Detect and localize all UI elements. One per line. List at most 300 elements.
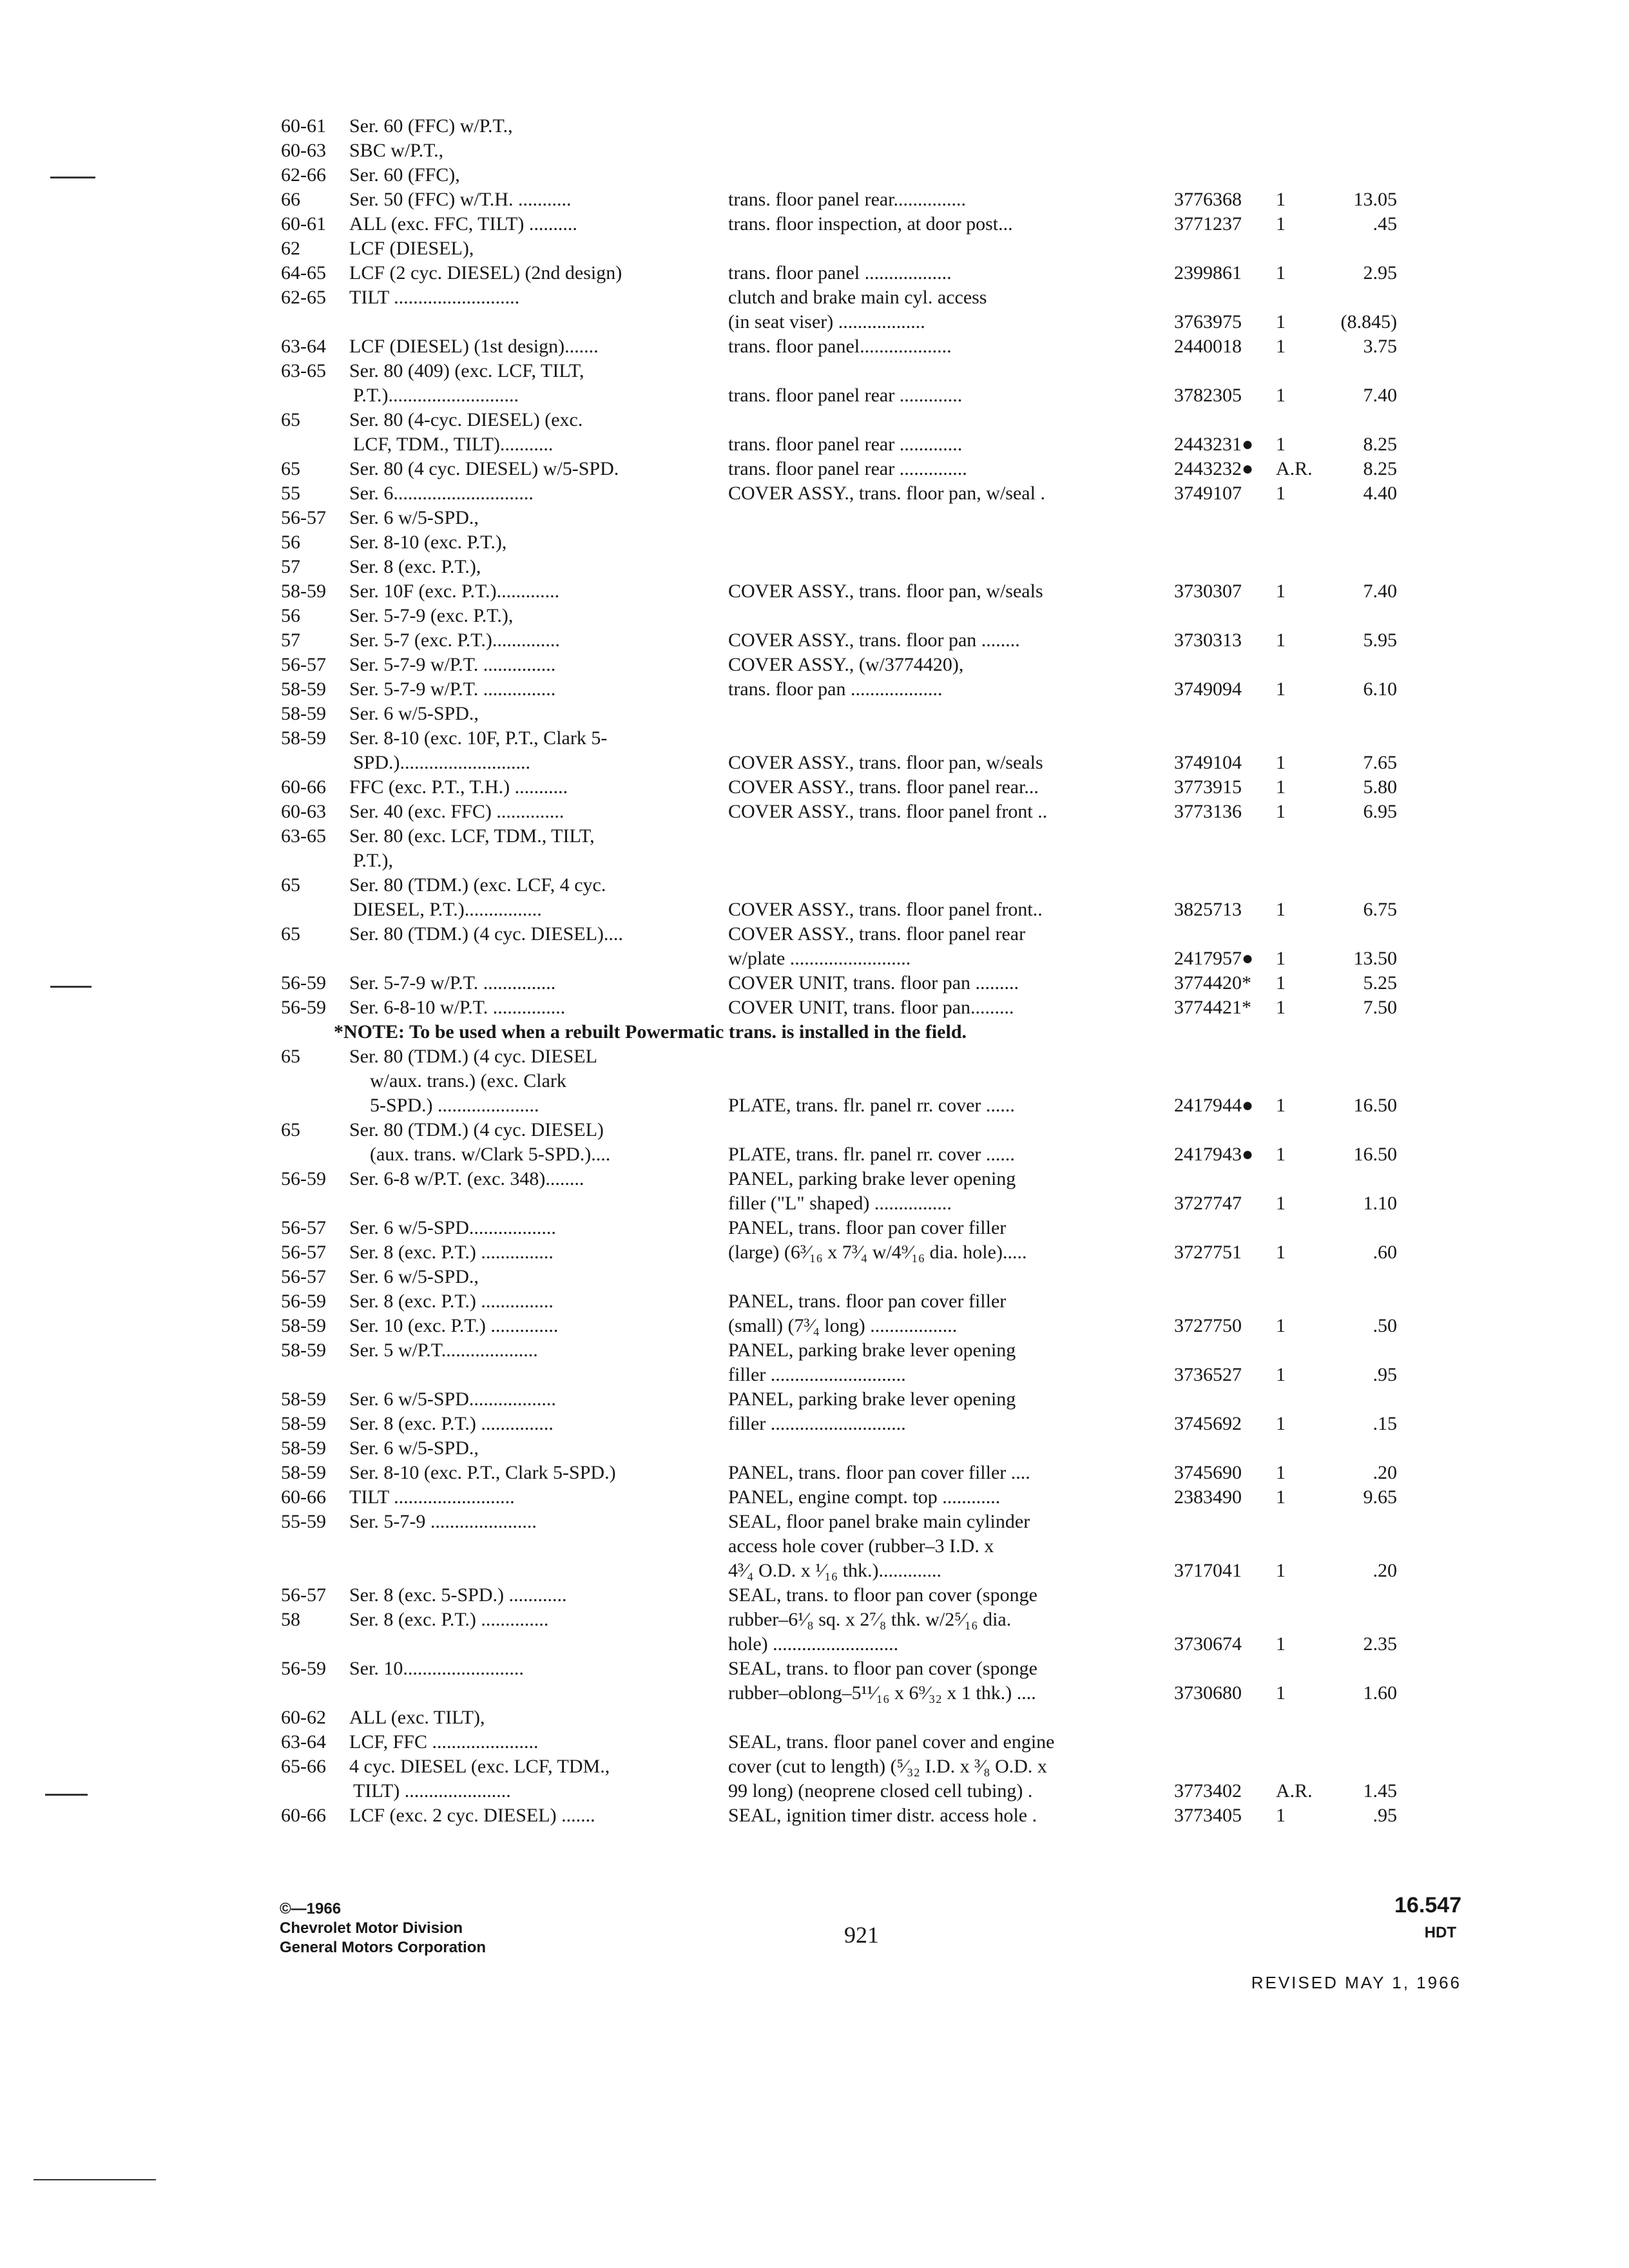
table-row — [0, 1754, 1629, 1780]
model-year: 62-65 — [281, 287, 326, 308]
model-series: (aux. trans. w/Clark 5-SPD.).... — [370, 1144, 611, 1165]
model-year: 62 — [281, 238, 300, 259]
corporation: General Motors Corporation — [280, 1939, 487, 1956]
part-description: SEAL, floor panel brake main cylinder — [728, 1511, 1030, 1532]
model-series: Ser. 8 (exc. P.T.) ............... — [349, 1242, 554, 1263]
quantity: 1 — [1276, 1462, 1286, 1483]
model-series: Ser. 5-7 (exc. P.T.).............. — [349, 629, 560, 651]
model-year: 58-59 — [281, 1437, 326, 1459]
model-series: SBC w/P.T., — [349, 140, 444, 161]
model-year: 58-59 — [281, 703, 326, 724]
part-description: (in seat viser) .................. — [728, 311, 925, 332]
quantity: 1 — [1276, 262, 1286, 284]
table-row — [0, 1068, 1629, 1094]
model-year: 58-59 — [281, 1413, 326, 1434]
model-series: FFC (exc. P.T., T.H.) ........... — [349, 776, 568, 798]
model-year: 60-66 — [281, 1805, 326, 1826]
quantity: 1 — [1276, 1805, 1286, 1826]
copyright: ©—1966 — [280, 1900, 342, 1917]
model-year: 60-66 — [281, 1486, 326, 1508]
model-series: Ser. 5 w/P.T.................... — [349, 1340, 538, 1361]
part-number: 2417957● — [1174, 948, 1254, 969]
part-description: 99 long) (neoprene closed cell tubing) . — [728, 1780, 1033, 1802]
table-row — [0, 211, 1629, 237]
model-year: 60-63 — [281, 140, 326, 161]
part-number: 3782305 — [1174, 385, 1242, 406]
model-series: Ser. 80 (TDM.) (4 cyc. DIESEL).... — [349, 923, 623, 945]
model-series: Ser. 80 (exc. LCF, TDM., TILT, — [349, 825, 595, 847]
part-number: 3730307 — [1174, 581, 1242, 602]
list-price: 6.95 — [1363, 801, 1397, 822]
table-row — [0, 1044, 1629, 1070]
model-series: Ser. 8 (exc. P.T.), — [349, 556, 481, 577]
model-series: Ser. 6 w/5-SPD.................. — [349, 1217, 556, 1238]
model-year: 66 — [281, 189, 300, 210]
model-series: Ser. 40 (exc. FFC) .............. — [349, 801, 564, 822]
part-number: 2417943● — [1174, 1144, 1254, 1165]
table-row — [0, 1289, 1629, 1314]
model-series: Ser. 6 w/5-SPD., — [349, 507, 479, 528]
model-year: 60-61 — [281, 213, 326, 235]
list-price: .15 — [1373, 1413, 1397, 1434]
quantity: 1 — [1276, 1193, 1286, 1214]
list-price: .60 — [1373, 1242, 1397, 1263]
model-year: 56-59 — [281, 1168, 326, 1189]
list-price: 16.50 — [1353, 1095, 1397, 1116]
part-number: 3727747 — [1174, 1193, 1242, 1214]
quantity: 1 — [1276, 752, 1286, 773]
model-series: Ser. 6 w/5-SPD., — [349, 1437, 479, 1459]
part-description: trans. floor panel rear ............. — [728, 385, 963, 406]
part-number: 3745690 — [1174, 1462, 1242, 1483]
model-year: 58-59 — [281, 1315, 326, 1336]
table-row — [0, 1191, 1629, 1216]
table-row — [0, 1166, 1629, 1192]
model-year: 65-66 — [281, 1756, 326, 1777]
model-series: Ser. 6............................. — [349, 483, 534, 504]
model-series: Ser. 80 (4-cyc. DIESEL) (exc. — [349, 409, 583, 430]
model-year: 58-59 — [281, 1389, 326, 1410]
table-row — [0, 1485, 1629, 1510]
model-series: Ser. 8-10 (exc. 10F, P.T., Clark 5- — [349, 727, 608, 749]
model-series: Ser. 8 (exc. P.T.) ............... — [349, 1291, 554, 1312]
section-code: HDT — [1424, 1924, 1456, 1941]
model-year: 65 — [281, 458, 300, 479]
model-series: Ser. 8 (exc. P.T.) ............... — [349, 1413, 554, 1434]
part-description: filler ............................ — [728, 1413, 906, 1434]
model-series: DIESEL, P.T.)................ — [353, 899, 542, 920]
table-row — [0, 113, 1629, 139]
part-number: 3825713 — [1174, 899, 1242, 920]
section-number: 16.547 — [1394, 1893, 1461, 1917]
part-number: 3763975 — [1174, 311, 1242, 332]
model-series: TILT ......................... — [349, 1486, 515, 1508]
table-row — [0, 1729, 1629, 1755]
model-series: LCF (DIESEL), — [349, 238, 474, 259]
list-price: 3.75 — [1363, 336, 1397, 357]
part-description: COVER ASSY., trans. floor pan, w/seals — [728, 752, 1043, 773]
model-year: 56-59 — [281, 997, 326, 1018]
model-series: Ser. 8-10 (exc. P.T., Clark 5-SPD.) — [349, 1462, 616, 1483]
quantity: 1 — [1276, 948, 1286, 969]
model-series: ALL (exc. FFC, TILT) .......... — [349, 213, 577, 235]
quantity: 1 — [1276, 385, 1286, 406]
table-row — [0, 138, 1629, 164]
table-row — [0, 383, 1629, 408]
list-price: (8.845) — [1340, 311, 1397, 332]
list-price: 5.25 — [1363, 972, 1397, 994]
list-price: 2.95 — [1363, 262, 1397, 284]
list-price: .45 — [1373, 213, 1397, 235]
model-year: 58 — [281, 1609, 300, 1630]
part-number: 2443232● — [1174, 458, 1254, 479]
table-row — [0, 1142, 1629, 1168]
list-price: 2.35 — [1363, 1633, 1397, 1655]
table-row — [0, 432, 1629, 457]
model-year: 56-57 — [281, 654, 326, 675]
part-description: trans. floor panel .................. — [728, 262, 952, 284]
quantity: 1 — [1276, 189, 1286, 210]
model-series: Ser. 80 (4 cyc. DIESEL) w/5-SPD. — [349, 458, 619, 479]
part-number: 3749094 — [1174, 678, 1242, 700]
model-series: Ser. 5-7-9 ...................... — [349, 1511, 537, 1532]
table-row — [0, 1533, 1629, 1559]
table-row — [0, 1215, 1629, 1241]
model-series: Ser. 60 (FFC), — [349, 164, 460, 186]
model-series: Ser. 6 w/5-SPD., — [349, 703, 479, 724]
model-year: 56 — [281, 532, 300, 553]
part-description: (large) (6³⁄₁₆ x 7³⁄₄ w/4⁹⁄₁₆ dia. hole)..... — [728, 1242, 1027, 1263]
table-row — [0, 750, 1629, 776]
model-series: Ser. 80 (TDM.) (exc. LCF, 4 cyc. — [349, 874, 606, 896]
model-year: 58-59 — [281, 727, 326, 749]
publisher-block — [280, 1899, 486, 1957]
part-description: PANEL, trans. floor pan cover filler .... — [728, 1462, 1030, 1483]
part-number: 2417944● — [1174, 1095, 1254, 1116]
table-row — [0, 1656, 1629, 1682]
model-year: 56-59 — [281, 1658, 326, 1679]
model-year: 56-57 — [281, 1584, 326, 1606]
model-series: TILT) ...................... — [353, 1780, 511, 1802]
part-description: PANEL, trans. floor pan cover filler — [728, 1217, 1007, 1238]
list-price: 1.45 — [1363, 1780, 1397, 1802]
model-series: Ser. 80 (TDM.) (4 cyc. DIESEL) — [349, 1119, 604, 1140]
part-number: 3749104 — [1174, 752, 1242, 773]
part-description: trans. floor pan ................... — [728, 678, 943, 700]
list-price: 7.40 — [1363, 385, 1397, 406]
part-description: COVER ASSY., trans. floor panel rear — [728, 923, 1026, 945]
part-number: 3771237 — [1174, 213, 1242, 235]
list-price: 1.60 — [1363, 1682, 1397, 1704]
part-description: hole) .......................... — [728, 1633, 899, 1655]
model-series: Ser. 8-10 (exc. P.T.), — [349, 532, 507, 553]
quantity: 1 — [1276, 1144, 1286, 1165]
model-series: ALL (exc. TILT), — [349, 1707, 485, 1728]
list-price: 5.80 — [1363, 776, 1397, 798]
table-row — [0, 1093, 1629, 1119]
margin-mark — [34, 2179, 156, 2180]
table-row — [0, 162, 1629, 188]
model-series: Ser. 60 (FFC) w/P.T., — [349, 115, 513, 137]
table-row — [0, 1313, 1629, 1339]
model-series: Ser. 10F (exc. P.T.)............. — [349, 581, 560, 602]
quantity: 1 — [1276, 997, 1286, 1018]
model-series: w/aux. trans.) (exc. Clark — [370, 1070, 566, 1091]
model-year: 56-57 — [281, 1242, 326, 1263]
model-series: LCF, FFC ...................... — [349, 1731, 539, 1753]
table-row — [0, 1436, 1629, 1461]
part-number: 2383490 — [1174, 1486, 1242, 1508]
quantity: 1 — [1276, 1560, 1286, 1581]
table-row — [0, 1705, 1629, 1731]
list-price: 8.25 — [1363, 458, 1397, 479]
list-price: .50 — [1373, 1315, 1397, 1336]
table-row — [0, 407, 1629, 433]
quantity: 1 — [1276, 972, 1286, 994]
model-year: 65 — [281, 874, 300, 896]
footnote: *NOTE: To be used when a rebuilt Powermatic trans. is installed in the field. — [334, 1021, 967, 1043]
list-price: 13.50 — [1353, 948, 1397, 969]
list-price: 9.65 — [1363, 1486, 1397, 1508]
model-series: Ser. 50 (FFC) w/T.H. ........... — [349, 189, 572, 210]
part-description: PANEL, trans. floor pan cover filler — [728, 1291, 1007, 1312]
model-series: Ser. 6-8-10 w/P.T. ............... — [349, 997, 566, 1018]
part-description: PANEL, parking brake lever opening — [728, 1340, 1016, 1361]
page-number: 921 — [844, 1922, 879, 1948]
quantity: 1 — [1276, 776, 1286, 798]
quantity: 1 — [1276, 581, 1286, 602]
part-description: COVER ASSY., trans. floor pan ........ — [728, 629, 1020, 651]
model-series: Ser. 5-7-9 (exc. P.T.), — [349, 605, 514, 626]
part-description: trans. floor panel rear............... — [728, 189, 967, 210]
part-description: PANEL, parking brake lever opening — [728, 1389, 1016, 1410]
part-number: 3717041 — [1174, 1560, 1242, 1581]
table-row — [0, 1117, 1629, 1143]
list-price: 6.10 — [1363, 678, 1397, 700]
table-row — [0, 1680, 1629, 1706]
model-year: 60-66 — [281, 776, 326, 798]
part-description: PANEL, parking brake lever opening — [728, 1168, 1016, 1189]
model-series: Ser. 6 w/5-SPD., — [349, 1266, 479, 1287]
table-row — [0, 726, 1629, 751]
table-row — [0, 554, 1629, 580]
model-series: Ser. 6-8 w/P.T. (exc. 348)........ — [349, 1168, 584, 1189]
table-row — [0, 603, 1629, 629]
division: Chevrolet Motor Division — [280, 1919, 463, 1937]
part-number: 3736527 — [1174, 1364, 1242, 1385]
part-number: 3727750 — [1174, 1315, 1242, 1336]
table-row — [0, 1411, 1629, 1437]
part-number: 3773136 — [1174, 801, 1242, 822]
part-description: SEAL, ignition timer distr. access hole . — [728, 1805, 1037, 1826]
quantity: 1 — [1276, 629, 1286, 651]
model-series: LCF (2 cyc. DIESEL) (2nd design) — [349, 262, 622, 284]
part-description: rubber–6¹⁄₈ sq. x 2⁷⁄₈ thk. w/2⁵⁄₁₆ dia. — [728, 1609, 1012, 1630]
table-row — [0, 1338, 1629, 1363]
quantity: 1 — [1276, 678, 1286, 700]
table-row — [0, 970, 1629, 996]
model-series: P.T.), — [353, 850, 393, 871]
model-series: Ser. 5-7-9 w/P.T. ............... — [349, 654, 556, 675]
part-number: 2399861 — [1174, 262, 1242, 284]
part-description: trans. floor panel rear .............. — [728, 458, 967, 479]
part-description: trans. floor panel rear ............. — [728, 434, 963, 455]
model-series: Ser. 10......................... — [349, 1658, 524, 1679]
part-description: cover (cut to length) (⁵⁄₃₂ I.D. x ³⁄₈ O.D. x — [728, 1756, 1047, 1777]
quantity: 1 — [1276, 311, 1286, 332]
part-description: COVER ASSY., trans. floor panel front .. — [728, 801, 1048, 822]
list-price: 8.25 — [1363, 434, 1397, 455]
table-row — [0, 1387, 1629, 1412]
part-description: filler ("L" shaped) ................ — [728, 1193, 952, 1214]
model-series: TILT .......................... — [349, 287, 520, 308]
part-number: 3727751 — [1174, 1242, 1242, 1263]
table-row — [0, 946, 1629, 972]
part-description: SEAL, trans. floor panel cover and engine — [728, 1731, 1055, 1753]
model-series: Ser. 8 (exc. P.T.) .............. — [349, 1609, 549, 1630]
list-price: 13.05 — [1353, 189, 1397, 210]
list-price: 4.40 — [1363, 483, 1397, 504]
table-row — [0, 456, 1629, 482]
quantity: 1 — [1276, 1242, 1286, 1263]
model-year: 56-57 — [281, 507, 326, 528]
model-series: LCF, TDM., TILT)........... — [353, 434, 554, 455]
table-row — [0, 921, 1629, 947]
table-row — [0, 701, 1629, 727]
part-description: PLATE, trans. flr. panel rr. cover ...... — [728, 1095, 1015, 1116]
table-row — [0, 872, 1629, 898]
part-number: 2440018 — [1174, 336, 1242, 357]
part-number: 3730674 — [1174, 1633, 1242, 1655]
part-description: trans. floor inspection, at door post... — [728, 213, 1013, 235]
list-price: 16.50 — [1353, 1144, 1397, 1165]
part-number: 2443231● — [1174, 434, 1254, 455]
part-number: 3730680 — [1174, 1682, 1242, 1704]
model-year: 60-61 — [281, 115, 326, 137]
model-year: 56 — [281, 605, 300, 626]
part-description: COVER UNIT, trans. floor pan ......... — [728, 972, 1019, 994]
model-year: 64-65 — [281, 262, 326, 284]
table-row — [0, 260, 1629, 286]
model-series: P.T.)........................... — [353, 385, 519, 406]
quantity: 1 — [1276, 1095, 1286, 1116]
table-row — [0, 1509, 1629, 1535]
quantity: 1 — [1276, 1486, 1286, 1508]
part-description: trans. floor panel................... — [728, 336, 952, 357]
list-price: 7.40 — [1363, 581, 1397, 602]
table-row — [0, 285, 1629, 311]
table-row — [0, 628, 1629, 653]
table-row — [0, 579, 1629, 604]
model-series: 5-SPD.) ..................... — [370, 1095, 539, 1116]
revised-date: REVISED MAY 1, 1966 — [1251, 1973, 1461, 1992]
model-series: Ser. 80 (TDM.) (4 cyc. DIESEL — [349, 1046, 597, 1067]
table-row — [0, 187, 1629, 213]
part-description: COVER ASSY., trans. floor pan, w/seal . — [728, 483, 1045, 504]
model-year: 65 — [281, 409, 300, 430]
model-series: Ser. 5-7-9 w/P.T. ............... — [349, 972, 556, 994]
model-year: 60-62 — [281, 1707, 326, 1728]
margin-mark — [45, 1794, 88, 1796]
table-row — [0, 799, 1629, 825]
table-row — [0, 823, 1629, 849]
quantity: 1 — [1276, 213, 1286, 235]
model-year: 60-63 — [281, 801, 326, 822]
table-row — [0, 1558, 1629, 1584]
list-price: 1.10 — [1363, 1193, 1397, 1214]
part-description: SEAL, trans. to floor pan cover (sponge — [728, 1584, 1037, 1606]
model-year: 56-57 — [281, 1266, 326, 1287]
part-description: COVER ASSY., trans. floor panel rear... — [728, 776, 1039, 798]
model-year: 58-59 — [281, 581, 326, 602]
model-year: 56-59 — [281, 972, 326, 994]
quantity: 1 — [1276, 1682, 1286, 1704]
table-row — [0, 309, 1629, 335]
quantity: 1 — [1276, 336, 1286, 357]
part-description: PLATE, trans. flr. panel rr. cover ...... — [728, 1144, 1015, 1165]
quantity: 1 — [1276, 1315, 1286, 1336]
model-series: Ser. 6 w/5-SPD.................. — [349, 1389, 556, 1410]
part-description: COVER ASSY., (w/3774420), — [728, 654, 964, 675]
table-row — [0, 1460, 1629, 1486]
part-number: 3773405 — [1174, 1805, 1242, 1826]
part-description: COVER UNIT, trans. floor pan......... — [728, 997, 1014, 1018]
part-description: w/plate ......................... — [728, 948, 911, 969]
table-row — [0, 334, 1629, 360]
quantity: 1 — [1276, 1413, 1286, 1434]
model-year: 56-59 — [281, 1291, 326, 1312]
quantity: 1 — [1276, 434, 1286, 455]
table-row — [0, 236, 1629, 262]
part-number: 3774420* — [1174, 972, 1251, 994]
model-series: Ser. 8 (exc. 5-SPD.) ............ — [349, 1584, 567, 1606]
model-series: Ser. 5-7-9 w/P.T. ............... — [349, 678, 556, 700]
table-row — [0, 358, 1629, 384]
model-series: Ser. 10 (exc. P.T.) .............. — [349, 1315, 559, 1336]
margin-mark — [50, 177, 95, 178]
part-description: filler ............................ — [728, 1364, 906, 1385]
model-series: 4 cyc. DIESEL (exc. LCF, TDM., — [349, 1756, 610, 1777]
quantity: A.R. — [1276, 458, 1313, 479]
list-price: .20 — [1373, 1462, 1397, 1483]
model-year: 63-64 — [281, 336, 326, 357]
model-year: 58-59 — [281, 678, 326, 700]
table-row — [0, 1607, 1629, 1633]
model-series: LCF (DIESEL) (1st design)....... — [349, 336, 599, 357]
part-description: (small) (7³⁄₄ long) .................. — [728, 1315, 958, 1336]
list-price: .95 — [1373, 1364, 1397, 1385]
table-row — [0, 995, 1629, 1021]
table-row — [0, 530, 1629, 555]
table-row — [0, 1803, 1629, 1829]
quantity: 1 — [1276, 801, 1286, 822]
model-year: 58-59 — [281, 1462, 326, 1483]
model-year: 55-59 — [281, 1511, 326, 1532]
model-year: 65 — [281, 1046, 300, 1067]
table-row — [0, 1264, 1629, 1290]
table-row — [0, 897, 1629, 923]
model-year: 65 — [281, 923, 300, 945]
model-year: 58-59 — [281, 1340, 326, 1361]
part-number: 3774421* — [1174, 997, 1251, 1018]
table-row — [0, 652, 1629, 678]
table-row — [0, 1778, 1629, 1804]
part-description: clutch and brake main cyl. access — [728, 287, 987, 308]
table-row — [0, 774, 1629, 800]
list-price: .20 — [1373, 1560, 1397, 1581]
model-series: LCF (exc. 2 cyc. DIESEL) ....... — [349, 1805, 595, 1826]
table-row — [0, 677, 1629, 702]
